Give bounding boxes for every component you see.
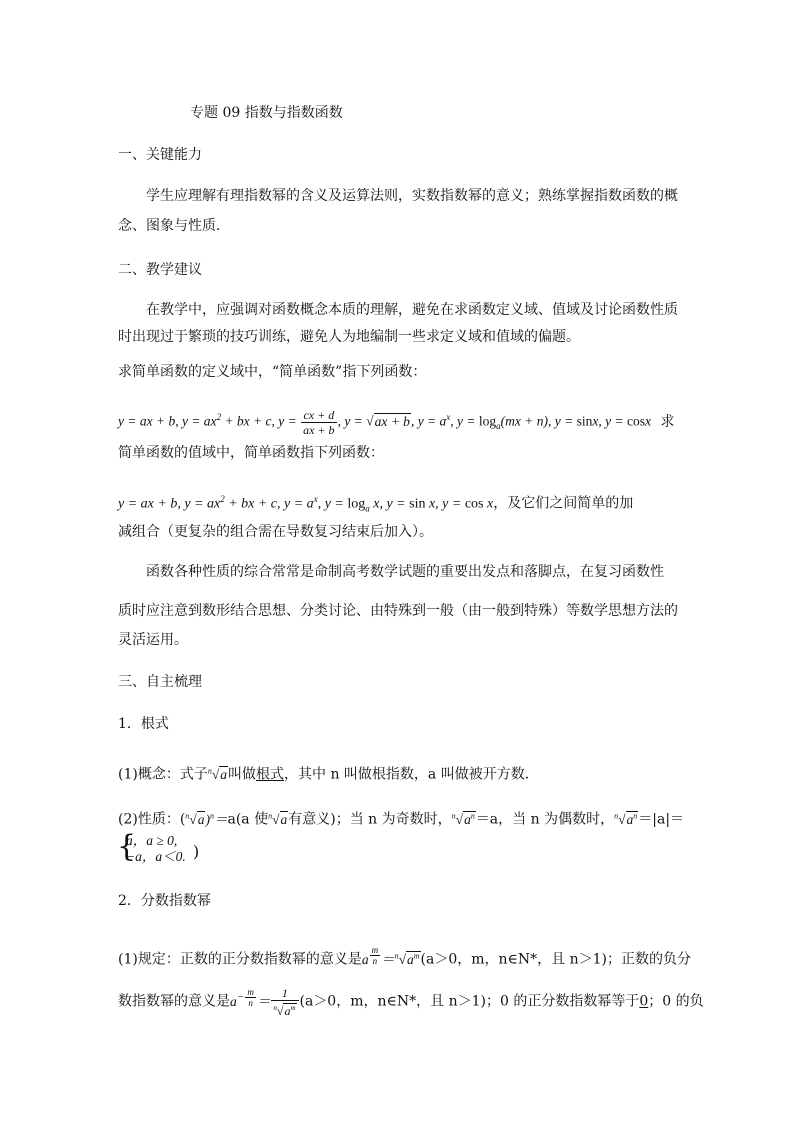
property-even: ＝|a|＝ (638, 811, 685, 828)
domain-intro: 求简单函数的定义域中，“简单函数”指下列函数： (118, 364, 427, 380)
negative-def-tail: ；0 的负 (648, 993, 704, 1010)
negative-def-conditions: (a＞0，m，n∈N*，且 n＞1)；0 的正分数指数幂等于 (299, 993, 640, 1010)
piecewise-case-1: a，a ≥ 0, (126, 833, 178, 848)
range-line-2: 减组合（更复杂的组合需在导数复习结束后加入）。 (118, 524, 433, 540)
concept-suffix: ，其中 n 叫做根指数，a 叫做被开方数． (284, 766, 539, 783)
concept-mid: 叫做 (228, 766, 257, 783)
piecewise-case-2: −a，a＜0. (126, 849, 186, 864)
paragraph-2-line-2: 时出现过于繁琐的技巧训练，避免人为地编制一些求定义域和值域的偏题。 (118, 329, 580, 345)
positive-def-conditions: (a＞0，m，n∈N*，且 n＞1)；正数的负分 (420, 951, 692, 968)
negative-def-prefix: 数指数幂的意义是 (118, 993, 230, 1010)
range-tail: ，及它们之间简单的加 (493, 495, 634, 512)
property-mid-2: 有意义)；当 n 为奇数时， (288, 811, 452, 828)
range-formula: y = ax + b, $y = ax^2$ + bx + c, $y = a^x$, $y = \log_a x$, y = sin x, y = cos x，及它们之间简单的加 (118, 494, 634, 514)
radical-property: (2)性质：$(^n√a)^n=a(a$ 使$^n$√a有意义)；当 n 为奇数时，$^n√a^n=a$，当 n 为偶数时，$^n√a^n=|a|=$ (118, 811, 685, 828)
piecewise-brace: { (117, 829, 137, 864)
range-intro: 简单函数的值域中，简单函数指下列函数： (118, 445, 384, 461)
paragraph-3-line-2: 质时应注意到数形结合思想、分类讨论、由特殊到一般（由一般到特殊）等数学思想方法的 (118, 603, 678, 619)
paragraph-1-line-1: 学生应理解有理指数幂的含义及运算法则，实数指数幂的意义；熟练掌握指数函数的概 (146, 188, 678, 204)
fractional-negative-def: 数指数幂的意义是$a^{- \frac{m}{n}}$ ＝ $\frac{1}{^n√a^m}$ (a＞0，m，n∈N*，且 n＞1)；0 的正分数指数幂等于0；0 的负 (118, 986, 704, 1019)
domain-tail: 求 (660, 413, 675, 430)
positive-def-prefix: (1)规定：正数的正分数指数幂的意义是 (118, 951, 362, 968)
paragraph-3-line-3: 灵活运用。 (118, 632, 188, 648)
property-mid: a(a 使 (227, 811, 269, 828)
paragraph-3-line-1: 函数各种性质的综合常常是命制高考数学试题的重要出发点和落脚点，在复习函数性 (146, 564, 664, 580)
radical-concept: (1)概念：式子$^n$√a叫做根式，其中 n 叫做根指数，a 叫做被开方数． (118, 766, 539, 783)
zero-value: 0 (639, 993, 649, 1010)
domain-formula: y = ax + b, $y = ax^2$ + bx + c, y = $\frac{cx + d}{ax + b}$ , y = √ax + b, $y = a^x$, $y = \log_a(mx + n)$, y = sinx, y = cosx 求 (118, 407, 675, 437)
subheading-fractional-power: 2．分数指数幂 (118, 893, 211, 909)
paragraph-2-line-1: 在教学中，应强调对函数概念本质的理解，避免在求函数定义域、值域及讨论函数性质 (146, 302, 678, 318)
fractional-positive-def: (1)规定：正数的正分数指数幂的意义是a $^{\frac{m}{n}}$ $=^n√a^m(a>0$，m，n∈N*，且 n＞1)；正数的负分 (118, 944, 692, 968)
piecewise-close: ) (193, 842, 200, 861)
property-odd: ＝a，当 n 为偶数时， (475, 811, 615, 828)
concept-prefix: (1)概念：式子 (118, 766, 208, 783)
section-heading-1: 一、关键能力 (118, 147, 202, 163)
subheading-radical: 1．根式 (118, 716, 169, 732)
section-heading-2: 二、教学建议 (118, 262, 202, 278)
concept-term: 根式 (256, 766, 285, 783)
page-title: 专题 09 指数与指数函数 (190, 105, 343, 121)
paragraph-1-line-2: 念、图象与性质． (118, 218, 230, 234)
section-heading-3: 三、自主梳理 (118, 674, 202, 690)
property-prefix: (2)性质：( (118, 811, 186, 828)
